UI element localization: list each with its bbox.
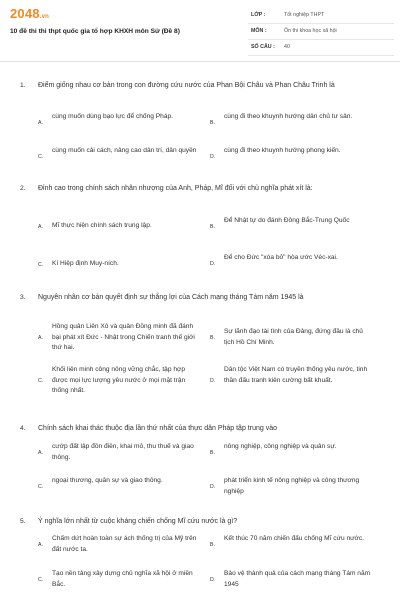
option-text: Kí Hiệp định Muy-ních. <box>52 260 119 267</box>
option-text: cùng muốn cải cách, nâng cao dân trí, dân quyền <box>52 147 197 154</box>
option-letter: B. <box>210 224 215 230</box>
option-letter: C. <box>38 154 44 160</box>
meta-value: 40 <box>284 44 290 50</box>
meta-row-count <box>248 40 394 56</box>
option-letter: A. <box>38 224 43 230</box>
exam-title: 10 đề thi thi thpt quốc gia tổ hợp KHXH môn Sử (Đề 8) <box>10 28 180 35</box>
question-text: Chính sách khai thác thuộc địa lần thứ nhất của thực dân Pháp tập trung vào <box>38 425 277 432</box>
option-letter: A. <box>38 335 43 341</box>
question-2 <box>0 183 400 283</box>
logo-main-text: 2048 <box>10 6 40 21</box>
option-letter: B. <box>210 335 215 341</box>
page-header <box>0 0 400 62</box>
question-number: 3. <box>20 294 26 301</box>
question-number: 4. <box>20 425 26 432</box>
meta-row-class <box>248 8 394 24</box>
option-letter: B. <box>210 120 215 126</box>
option-letter: A. <box>38 120 43 126</box>
exam-meta-table <box>248 8 394 56</box>
option-text: phát triển kinh tế nông nghiệp và công thương nghiệp <box>224 477 360 495</box>
option-text: Hồng quân Liên Xô và quân Đồng minh đã đánh bại phát xít Đức - Nhật trong Chiến tranh thế giới thứ hai. <box>52 323 195 351</box>
question-number: 5. <box>20 518 26 525</box>
option-text: nông nghiệp, công nghiệp và quân sự. <box>224 443 337 450</box>
question-number: 1. <box>20 82 26 89</box>
question-number: 2. <box>20 185 26 192</box>
question-5 <box>0 516 400 600</box>
option-text: Kết thúc 70 năm chiến đấu chống Mĩ cứu nước. <box>224 535 364 542</box>
option-text: Để Nhật tự do đánh Đông Bắc-Trung Quốc <box>224 217 350 224</box>
option-text: Dân tộc Việt Nam có truyền thống yêu nước, tinh thần đấu tranh kiên cường bất khuất. <box>224 366 368 384</box>
option-letter: C. <box>38 484 44 490</box>
question-1 <box>0 80 400 180</box>
option-letter: C. <box>38 378 44 384</box>
option-text: Mĩ thực hiện chính sách trung lập. <box>52 222 152 229</box>
option-text: Khối liên minh công nông vững chắc, tập hợp được mọi lực lượng yêu nước ở mọi mặt trận thống nhất. <box>52 366 186 394</box>
option-text: ngoại thương, quân sự và giao thông. <box>52 477 163 484</box>
question-3 <box>0 292 400 412</box>
option-letter: A. <box>38 450 43 456</box>
question-text: Nguyên nhân cơ bản quyết định sự thắng lợi của Cách mạng tháng Tám năm 1945 là <box>38 294 304 301</box>
question-text: Điểm giống nhau cơ bản trong con đường cứu nước của Phan Bội Châu và Phan Châu Trinh là <box>38 82 335 89</box>
option-text: Chấm dứt hoàn toàn sự ách thống trị của Mỹ trên đất nước ta. <box>52 535 197 553</box>
option-letter: D. <box>210 484 216 490</box>
question-text: Ý nghĩa lớn nhất từ cuộc kháng chiến chống Mĩ cứu nước là gì? <box>38 518 238 525</box>
option-letter: D. <box>210 577 216 583</box>
option-letter: B. <box>210 450 215 456</box>
option-text: cùng đi theo khuynh hướng dân chủ tư sản. <box>224 113 353 120</box>
option-letter: D. <box>210 378 216 384</box>
option-letter: C. <box>38 577 44 583</box>
meta-value: Tốt nghiệp THPT <box>284 12 325 18</box>
meta-value: Ôn thi khoa học xã hội <box>284 28 337 34</box>
question-4 <box>0 423 400 508</box>
meta-row-subject <box>248 24 394 40</box>
question-text: Đỉnh cao trong chính sách nhân nhượng của Anh, Pháp, Mĩ đối với chủ nghĩa phát xít là: <box>38 185 313 192</box>
option-letter: A. <box>38 542 43 548</box>
option-letter: D. <box>210 261 216 267</box>
option-text: Tạo nền tảng xây dựng chủ nghĩa xã hội ở miền Bắc. <box>52 570 193 588</box>
option-letter: B. <box>210 542 215 548</box>
meta-label: LỚP : <box>251 12 266 18</box>
option-text: Để cho Đức "xóa bỏ" hòa ước Véc-xai. <box>224 254 338 261</box>
option-letter: D. <box>210 154 216 160</box>
option-text: cướp đất lập đồn điền, khai mỏ, thu thuế và giao thông. <box>52 443 194 461</box>
option-text: cùng đi theo khuynh hướng phong kiến. <box>224 147 341 154</box>
meta-label: MÔN : <box>251 28 267 34</box>
logo-suffix-text: .vn <box>39 14 50 20</box>
option-letter: C. <box>38 262 44 268</box>
meta-label: SỐ CÂU : <box>251 44 275 50</box>
site-logo[interactable] <box>10 6 49 21</box>
option-text: cùng muốn dùng bạo lực để chống Pháp. <box>52 113 173 120</box>
option-text: Sự lãnh đạo tài tình của Đảng, đứng đầu là chủ tịch Hồ Chí Minh. <box>224 328 363 346</box>
option-text: Bảo vệ thành quả của cách mạng tháng Tám năm 1945 <box>224 570 371 588</box>
